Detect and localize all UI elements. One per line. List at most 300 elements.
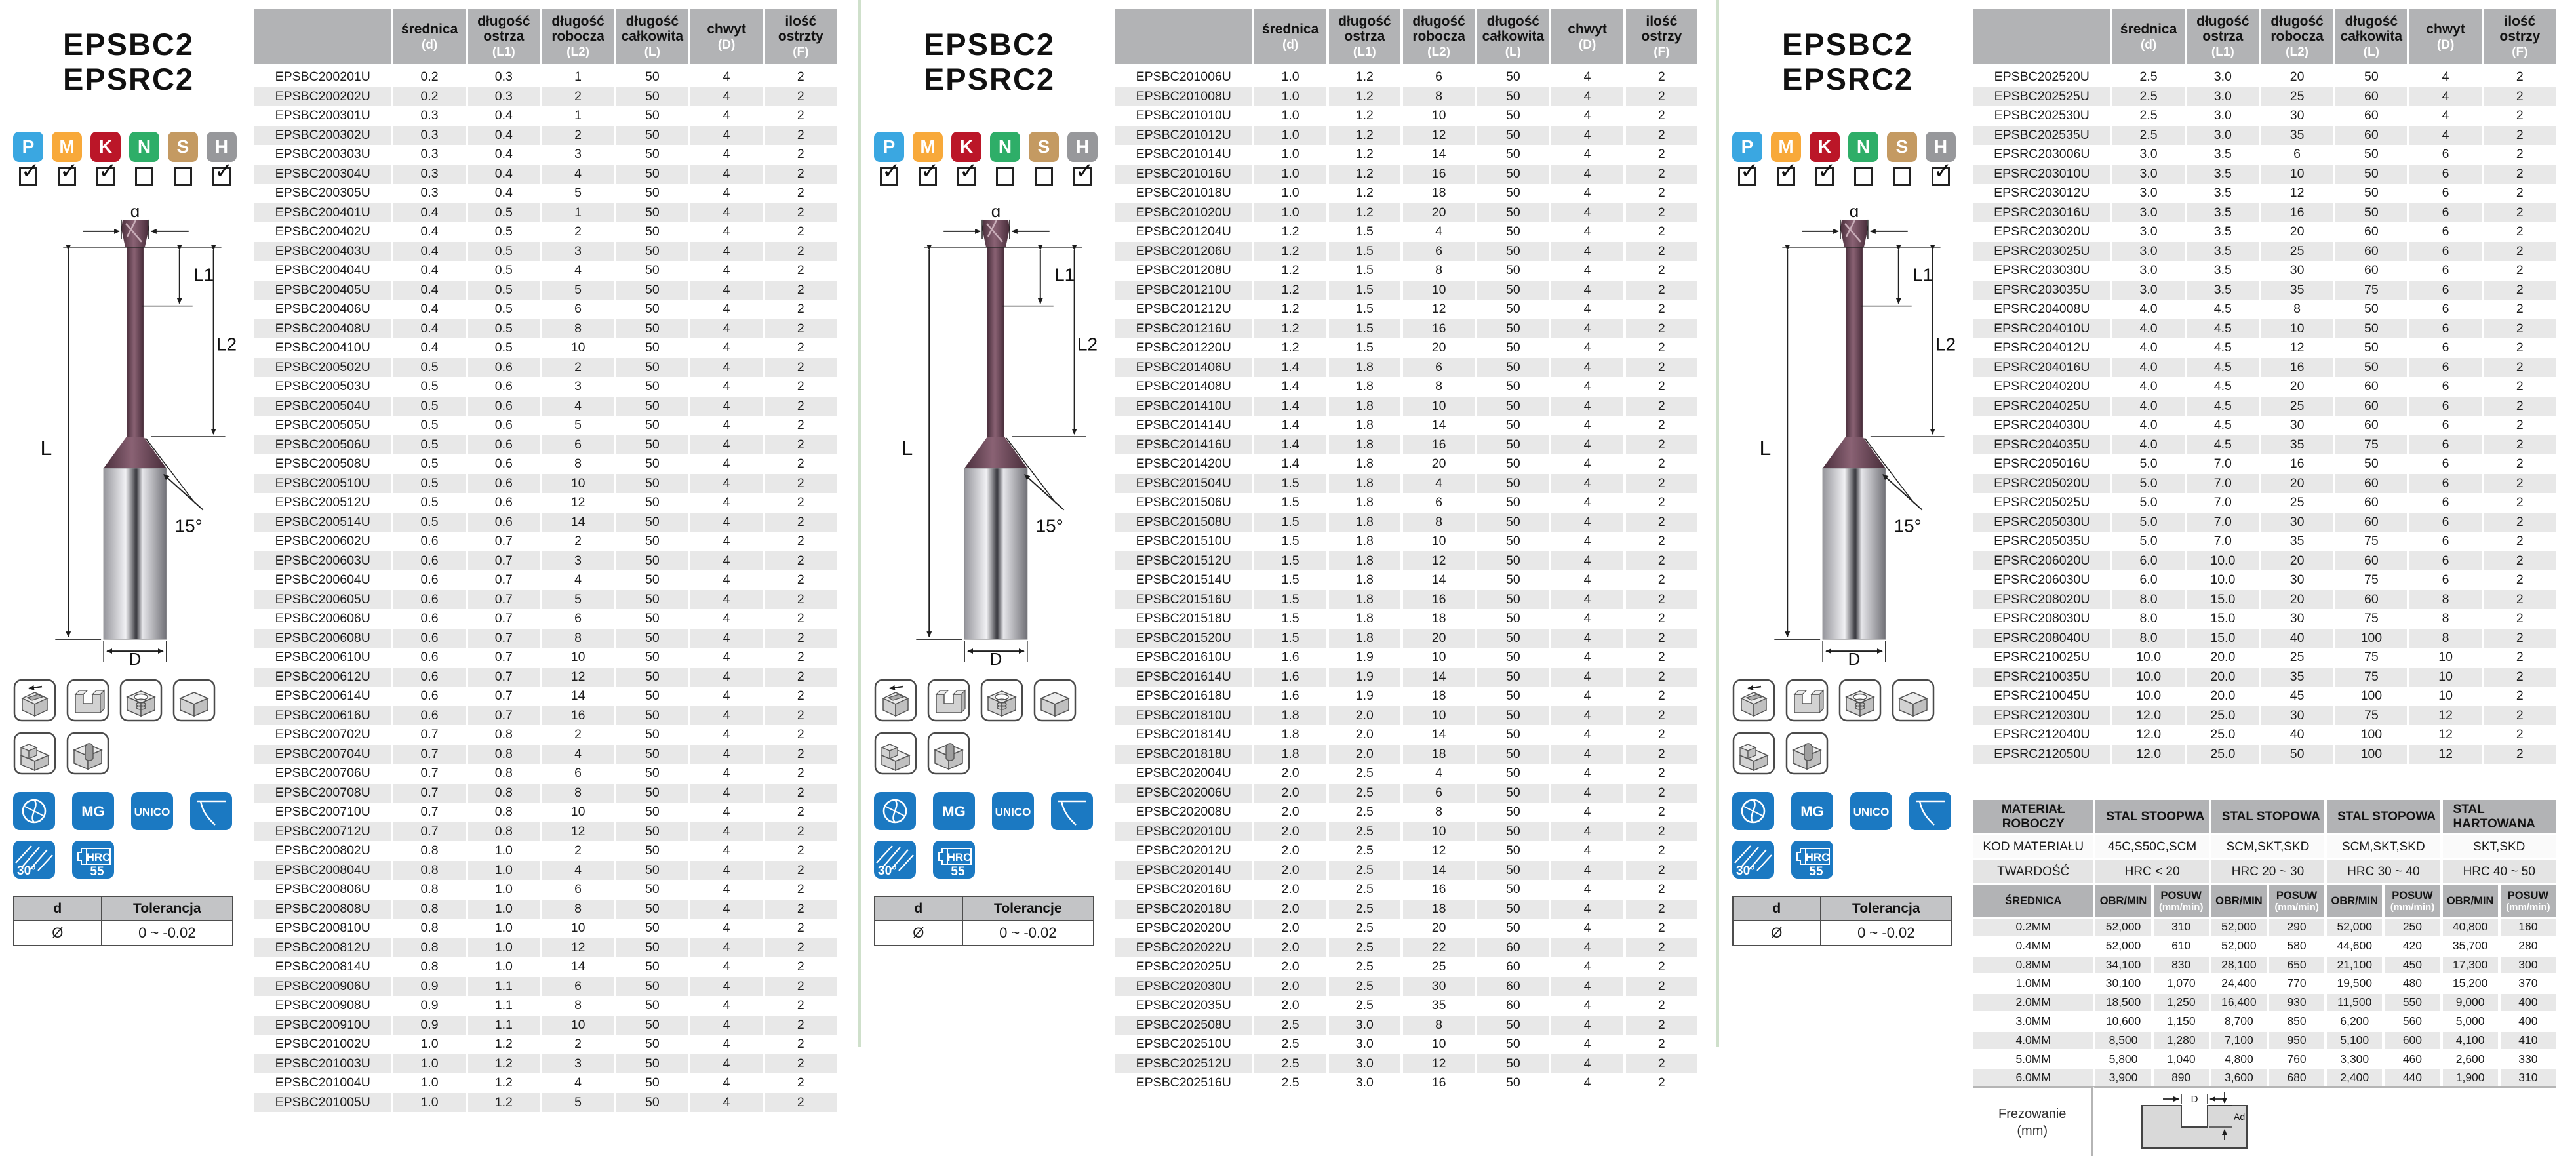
panel-3 xyxy=(1716,0,2575,1138)
value-cell: 2 xyxy=(763,803,837,822)
part-number-cell: EPSBC200202U xyxy=(275,89,370,104)
value-cell: 2.5 xyxy=(1326,822,1400,842)
material-S-checkbox[interactable] xyxy=(1035,167,1053,186)
value-cell: 6 xyxy=(540,764,614,784)
svg-text:30°: 30° xyxy=(17,864,36,879)
part-number-cell: EPSRC206030U xyxy=(1994,572,2090,587)
cutting-value: 400 xyxy=(2498,1011,2556,1030)
value-cell: 0.7 xyxy=(391,764,465,784)
value-cell: 7.0 xyxy=(2185,513,2259,532)
material-H-badge: H xyxy=(1067,132,1098,162)
value-cell: 10 xyxy=(1400,706,1475,726)
value-cell: 0.6 xyxy=(466,377,540,397)
value-cell: 50 xyxy=(614,551,688,571)
value-cell: 12 xyxy=(540,668,614,687)
dim-D-label: D xyxy=(129,650,142,666)
material-M-badge: M xyxy=(913,132,943,162)
cutting-value: 11,500 xyxy=(2324,992,2382,1011)
cutting-value: 440 xyxy=(2382,1067,2440,1086)
value-cell: 50 xyxy=(614,996,688,1016)
value-cell: 10 xyxy=(540,803,614,822)
table-row xyxy=(254,358,837,378)
material-M xyxy=(913,132,943,186)
material-P-checkbox[interactable] xyxy=(1738,159,1759,186)
dim-L-label: L xyxy=(901,436,913,460)
value-cell: 60 xyxy=(2333,513,2407,532)
dim-d-label: d xyxy=(991,208,1001,222)
value-cell: 2 xyxy=(763,668,837,687)
value-cell: 2 xyxy=(763,338,837,358)
table-row xyxy=(254,1035,837,1054)
table-row xyxy=(1115,803,1697,822)
plunge-slot-icon xyxy=(927,732,970,775)
table-row xyxy=(1973,397,2556,416)
value-cell: 8 xyxy=(540,784,614,803)
value-cell: 50 xyxy=(614,532,688,551)
value-cell: 50 xyxy=(614,880,688,900)
value-cell: 4 xyxy=(1549,822,1623,842)
col-header: długość całkowita (L) xyxy=(1475,9,1549,68)
material-M-checkbox[interactable] xyxy=(919,159,940,186)
value-cell: 0.7 xyxy=(466,648,540,668)
value-cell: 15.0 xyxy=(2185,590,2259,610)
value-cell: 8 xyxy=(540,319,614,339)
value-cell: 6 xyxy=(2407,532,2481,551)
cutting-value: 1,900 xyxy=(2440,1067,2498,1086)
table-row xyxy=(1115,222,1697,242)
part-number-cell: EPSBC200401U xyxy=(275,205,370,220)
table-row xyxy=(254,1016,837,1035)
value-cell: 0.4 xyxy=(391,222,465,242)
table-row xyxy=(1115,126,1697,146)
svg-text:30°: 30° xyxy=(878,864,897,879)
value-cell: 30 xyxy=(2259,609,2333,629)
hrc-hardness-icon xyxy=(72,841,114,879)
tolerance-col-d: d xyxy=(14,896,102,921)
part-number-cell: EPSRC204020U xyxy=(1994,379,2090,393)
value-cell: 8 xyxy=(1400,513,1475,532)
value-cell: 3 xyxy=(540,377,614,397)
value-cell: 4.5 xyxy=(2185,397,2259,416)
value-cell: 2.5 xyxy=(2110,68,2184,87)
material-N xyxy=(129,132,159,186)
value-cell: 1 xyxy=(540,68,614,87)
part-number-cell: EPSBC200710U xyxy=(275,805,370,819)
value-cell: 2 xyxy=(1623,300,1697,319)
table-row xyxy=(254,861,837,881)
table-row xyxy=(254,841,837,861)
value-cell: 1.0 xyxy=(1252,165,1326,184)
table-row xyxy=(1973,590,2556,610)
value-cell: 25 xyxy=(2259,493,2333,513)
value-cell: 4 xyxy=(688,570,762,590)
material-P-checkbox[interactable] xyxy=(880,159,901,186)
series-name-2: EPSRC2 xyxy=(62,61,195,96)
table-row xyxy=(254,725,837,745)
part-number-cell: EPSBC200504U xyxy=(275,398,370,413)
part-number-cell: EPSBC200304U xyxy=(275,166,370,181)
value-cell: 0.3 xyxy=(391,165,465,184)
material-P-checkbox[interactable] xyxy=(19,159,40,186)
part-number-cell: EPSBC200908U xyxy=(275,998,370,1012)
cutting-value: 17,300 xyxy=(2440,955,2498,974)
value-cell: 15.0 xyxy=(2185,629,2259,648)
value-cell: 40 xyxy=(2259,629,2333,648)
value-cell: 1.2 xyxy=(1326,87,1400,107)
value-cell: 50 xyxy=(614,338,688,358)
feature-icons-row-2 xyxy=(13,841,257,879)
value-cell: 0.6 xyxy=(466,454,540,474)
value-cell: 2 xyxy=(2482,126,2556,146)
value-cell: 14 xyxy=(1400,570,1475,590)
value-cell: 60 xyxy=(2333,416,2407,435)
material-P-badge: P xyxy=(1732,132,1762,162)
value-cell: 6 xyxy=(2407,551,2481,571)
value-cell: 4 xyxy=(688,919,762,938)
value-cell: 14 xyxy=(540,957,614,977)
value-cell: 1.0 xyxy=(1252,203,1326,223)
size-table-1 xyxy=(254,9,837,1112)
table-row xyxy=(1115,609,1697,629)
value-cell: 1.4 xyxy=(1252,416,1326,435)
material-S-badge: S xyxy=(1029,132,1059,162)
value-cell: 2 xyxy=(1623,165,1697,184)
value-cell: 2 xyxy=(763,590,837,610)
value-cell: 100 xyxy=(2333,629,2407,648)
material-N-checkbox[interactable] xyxy=(135,167,153,186)
table-row xyxy=(254,416,837,435)
value-cell: 2 xyxy=(763,474,837,494)
part-number-cell: EPSBC201206U xyxy=(1136,243,1231,258)
table-row xyxy=(1115,1073,1697,1093)
value-cell: 25.0 xyxy=(2185,745,2259,765)
value-cell: 0.6 xyxy=(391,706,465,726)
part-number-cell: EPSBC202516U xyxy=(1136,1075,1231,1090)
value-cell: 50 xyxy=(1475,648,1549,668)
value-cell: 4.5 xyxy=(2185,319,2259,339)
value-cell: 1.0 xyxy=(466,919,540,938)
value-cell: 4 xyxy=(1549,725,1623,745)
part-number-cell: EPSRC206020U xyxy=(1994,553,2090,568)
value-cell: 2 xyxy=(763,513,837,532)
part-number-cell: EPSBC201006U xyxy=(1136,70,1231,84)
value-cell: 0.5 xyxy=(466,319,540,339)
cutting-value: 5,000 xyxy=(2440,1011,2498,1030)
table-row xyxy=(254,397,837,416)
value-cell: 1.2 xyxy=(1326,203,1400,223)
col-header: długość robocza (L2) xyxy=(2259,9,2333,68)
value-cell: 8 xyxy=(2407,609,2481,629)
table-row xyxy=(1115,165,1697,184)
table-row xyxy=(1115,281,1697,300)
value-cell: 1.5 xyxy=(1252,629,1326,648)
value-cell: 3.0 xyxy=(2110,281,2184,300)
value-cell: 50 xyxy=(2333,145,2407,165)
material-N-checkbox[interactable] xyxy=(1854,167,1873,186)
cutting-value: 3,600 xyxy=(2209,1067,2267,1086)
value-cell: 4 xyxy=(688,725,762,745)
value-cell: 50 xyxy=(1475,551,1549,571)
side-milling-icon xyxy=(1892,679,1935,722)
table-row xyxy=(1115,687,1697,706)
part-number-cell: EPSBC201520U xyxy=(1136,630,1231,645)
value-cell: 2 xyxy=(1623,281,1697,300)
material-H-badge: H xyxy=(1926,132,1956,162)
part-number-cell: EPSBC200512U xyxy=(275,495,370,509)
cutting-value: 21,100 xyxy=(2324,955,2382,974)
cutting-value: 5,800 xyxy=(2093,1049,2150,1068)
value-cell: 1.5 xyxy=(1252,532,1326,551)
value-cell: 8 xyxy=(540,900,614,919)
value-cell: 8.0 xyxy=(2110,590,2184,610)
value-cell: 75 xyxy=(2333,609,2407,629)
cutting-value: 1,280 xyxy=(2151,1030,2209,1049)
value-cell: 3 xyxy=(540,145,614,165)
value-cell: 4 xyxy=(1549,474,1623,494)
material-H-checkbox[interactable] xyxy=(212,159,233,186)
value-cell: 2 xyxy=(540,532,614,551)
material-N-badge: N xyxy=(129,132,159,162)
table-row xyxy=(1973,493,2556,513)
value-cell: 50 xyxy=(614,319,688,339)
value-cell: 2.5 xyxy=(1326,977,1400,997)
value-cell: 25 xyxy=(2259,242,2333,262)
value-cell: 3.0 xyxy=(2110,165,2184,184)
value-cell: 4 xyxy=(1549,68,1623,87)
cutting-value: 330 xyxy=(2498,1049,2556,1068)
part-number-cell: EPSBC201016U xyxy=(1136,166,1231,181)
value-cell: 4 xyxy=(1549,87,1623,107)
value-cell: 1.6 xyxy=(1252,687,1326,706)
part-number-cell: EPSBC200302U xyxy=(275,127,370,142)
value-cell: 2 xyxy=(1623,706,1697,726)
material-N xyxy=(1848,132,1878,186)
value-cell: 50 xyxy=(614,745,688,765)
page-title xyxy=(1724,28,1971,96)
step-milling-icon xyxy=(1732,732,1775,775)
part-number-cell: EPSBC200706U xyxy=(275,766,370,780)
value-cell: 1.0 xyxy=(466,938,540,958)
value-cell: 1.5 xyxy=(1252,570,1326,590)
unico-coating-icon xyxy=(992,792,1034,830)
value-cell: 2.0 xyxy=(1326,706,1400,726)
value-cell: 0.5 xyxy=(391,454,465,474)
value-cell: 8 xyxy=(2407,629,2481,648)
value-cell: 10.0 xyxy=(2110,668,2184,687)
part-number-cell: EPSBC200712U xyxy=(275,824,370,839)
material-K-checkbox[interactable] xyxy=(1815,159,1836,186)
value-cell: 1.8 xyxy=(1326,397,1400,416)
material-N-checkbox[interactable] xyxy=(996,167,1014,186)
value-cell: 20 xyxy=(1400,919,1475,938)
value-cell: 50 xyxy=(1475,281,1549,300)
material-M xyxy=(1771,132,1801,186)
value-cell: 4 xyxy=(688,841,762,861)
material-M-checkbox[interactable] xyxy=(1777,159,1798,186)
part-number-cell: EPSBC200808U xyxy=(275,901,370,916)
value-cell: 0.9 xyxy=(391,996,465,1016)
table-row xyxy=(254,822,837,842)
cutting-value: 15,200 xyxy=(2440,973,2498,992)
table-row xyxy=(1973,87,2556,107)
value-cell: 50 xyxy=(1475,570,1549,590)
table-row xyxy=(254,300,837,319)
value-cell: 2 xyxy=(2482,242,2556,262)
value-cell: 2 xyxy=(1623,358,1697,378)
value-cell: 0.5 xyxy=(391,435,465,455)
value-cell: 50 xyxy=(1475,822,1549,842)
table-row xyxy=(1973,281,2556,300)
part-number-cell: EPSBC201004U xyxy=(275,1075,370,1090)
cutting-value: 34,100 xyxy=(2093,955,2150,974)
tool-neck xyxy=(127,247,144,437)
tolerance-col-d: d xyxy=(875,896,962,921)
value-cell: 2.0 xyxy=(1326,745,1400,765)
value-cell: 3.0 xyxy=(2110,145,2184,165)
value-cell: 2 xyxy=(763,609,837,629)
value-cell: 8 xyxy=(1400,803,1475,822)
value-cell: 75 xyxy=(2333,648,2407,668)
part-number-cell: EPSBC202508U xyxy=(1136,1017,1231,1032)
value-cell: 0.6 xyxy=(391,570,465,590)
cutting-value: 290 xyxy=(2267,917,2324,936)
value-cell: 0.4 xyxy=(466,184,540,203)
value-cell: 1.2 xyxy=(1326,106,1400,126)
value-cell: 6 xyxy=(540,880,614,900)
step-milling-icon xyxy=(13,732,56,775)
value-cell: 0.6 xyxy=(466,513,540,532)
material-group-name: STAL HARTOWANA xyxy=(2440,798,2556,833)
value-cell: 1.0 xyxy=(466,841,540,861)
material-K-checkbox[interactable] xyxy=(957,159,978,186)
value-cell: 50 xyxy=(614,919,688,938)
material-K-checkbox[interactable] xyxy=(96,159,117,186)
obr-header: OBR/MIN xyxy=(2093,883,2150,917)
value-cell: 0.4 xyxy=(391,300,465,319)
value-cell: 0.7 xyxy=(466,687,540,706)
tool-neck xyxy=(1846,247,1863,437)
value-cell: 1.5 xyxy=(1326,319,1400,339)
value-cell: 50 xyxy=(1475,126,1549,146)
cutting-value: 400 xyxy=(2498,992,2556,1011)
value-cell: 2 xyxy=(2482,513,2556,532)
tolerance-table xyxy=(874,896,1094,946)
material-H-checkbox[interactable] xyxy=(1073,159,1094,186)
value-cell: 4 xyxy=(1549,1016,1623,1035)
value-cell: 0.7 xyxy=(466,609,540,629)
value-cell: 6 xyxy=(2407,338,2481,358)
value-cell: 1.5 xyxy=(1326,242,1400,262)
value-cell: 1.9 xyxy=(1326,648,1400,668)
value-cell: 4 xyxy=(688,261,762,281)
value-cell: 1.0 xyxy=(466,957,540,977)
dim-L1-label: L1 xyxy=(1054,264,1075,285)
value-cell: 1.2 xyxy=(1326,68,1400,87)
value-cell: 60 xyxy=(1475,977,1549,997)
value-cell: 2 xyxy=(763,841,837,861)
value-cell: 0.4 xyxy=(391,203,465,223)
value-cell: 50 xyxy=(1475,358,1549,378)
material-H-checkbox[interactable] xyxy=(1932,159,1952,186)
value-cell: 50 xyxy=(1475,474,1549,494)
value-cell: 4 xyxy=(1549,841,1623,861)
tolerance-value: 0 ~ -0.02 xyxy=(962,921,1094,946)
value-cell: 4 xyxy=(540,861,614,881)
tool-dimension-diagram xyxy=(878,208,1101,666)
value-cell: 4 xyxy=(1549,745,1623,765)
value-cell: 6 xyxy=(2407,281,2481,300)
value-cell: 1.2 xyxy=(1252,222,1326,242)
table-row xyxy=(254,880,837,900)
value-cell: 2 xyxy=(2482,397,2556,416)
value-cell: 0.4 xyxy=(466,106,540,126)
table-row xyxy=(1973,68,2556,87)
value-cell: 3 xyxy=(540,1054,614,1074)
value-cell: 4.5 xyxy=(2185,377,2259,397)
obr-header: OBR/MIN xyxy=(2209,883,2267,917)
cutting-value: 19,500 xyxy=(2324,973,2382,992)
row-label: ŚREDNICA xyxy=(1973,883,2093,917)
material-M-checkbox[interactable] xyxy=(58,159,79,186)
value-cell: 4 xyxy=(1549,1073,1623,1093)
material-S-checkbox[interactable] xyxy=(174,167,192,186)
value-cell: 4 xyxy=(688,87,762,107)
machining-capability-icons xyxy=(1732,679,1955,775)
value-cell: 50 xyxy=(1475,87,1549,107)
value-cell: 2 xyxy=(1623,261,1697,281)
value-cell: 4 xyxy=(1400,474,1475,494)
value-cell: 0.4 xyxy=(391,281,465,300)
table-row xyxy=(254,242,837,262)
part-number-cell: EPSBC202030U xyxy=(1136,978,1231,993)
value-cell: 2 xyxy=(1623,629,1697,648)
table-row xyxy=(1115,261,1697,281)
value-cell: 50 xyxy=(614,861,688,881)
table-row xyxy=(254,493,837,513)
value-cell: 2 xyxy=(1623,977,1697,997)
part-number-cell: EPSBC200608U xyxy=(275,630,370,645)
value-cell: 50 xyxy=(1475,106,1549,126)
part-number-cell: EPSBC201002U xyxy=(275,1037,370,1051)
series-name-1: EPSBC2 xyxy=(923,27,1056,62)
cutting-value: 30,100 xyxy=(2093,973,2150,992)
material-S-badge: S xyxy=(168,132,198,162)
value-cell: 50 xyxy=(614,184,688,203)
part-number-cell: EPSRC205030U xyxy=(1994,514,2090,529)
cutting-value: 1,070 xyxy=(2151,973,2209,992)
value-cell: 3.0 xyxy=(2110,184,2184,203)
value-cell: 4 xyxy=(2407,106,2481,126)
part-number-cell: EPSBC202525U xyxy=(1994,89,2090,104)
part-number-cell: EPSBC201810U xyxy=(1136,708,1231,723)
value-cell: 50 xyxy=(614,957,688,977)
cutting-value: 35,700 xyxy=(2440,936,2498,955)
part-number-cell: EPSBC200514U xyxy=(275,514,370,529)
table-row xyxy=(254,261,837,281)
value-cell: 2 xyxy=(763,281,837,300)
value-cell: 8.0 xyxy=(2110,629,2184,648)
machining-capability-icons xyxy=(874,679,1097,775)
corner-profile-icon xyxy=(1051,792,1093,830)
obr-header: OBR/MIN xyxy=(2324,883,2382,917)
value-cell: 2.5 xyxy=(1252,1016,1326,1035)
diameter-label: 5.0MM xyxy=(1973,1049,2093,1068)
value-cell: 1.2 xyxy=(1326,184,1400,203)
value-cell: 1.8 xyxy=(1252,706,1326,726)
mg-carbide-icon xyxy=(72,792,114,830)
material-S-checkbox[interactable] xyxy=(1893,167,1911,186)
part-number-cell: EPSRC210025U xyxy=(1994,650,2090,664)
